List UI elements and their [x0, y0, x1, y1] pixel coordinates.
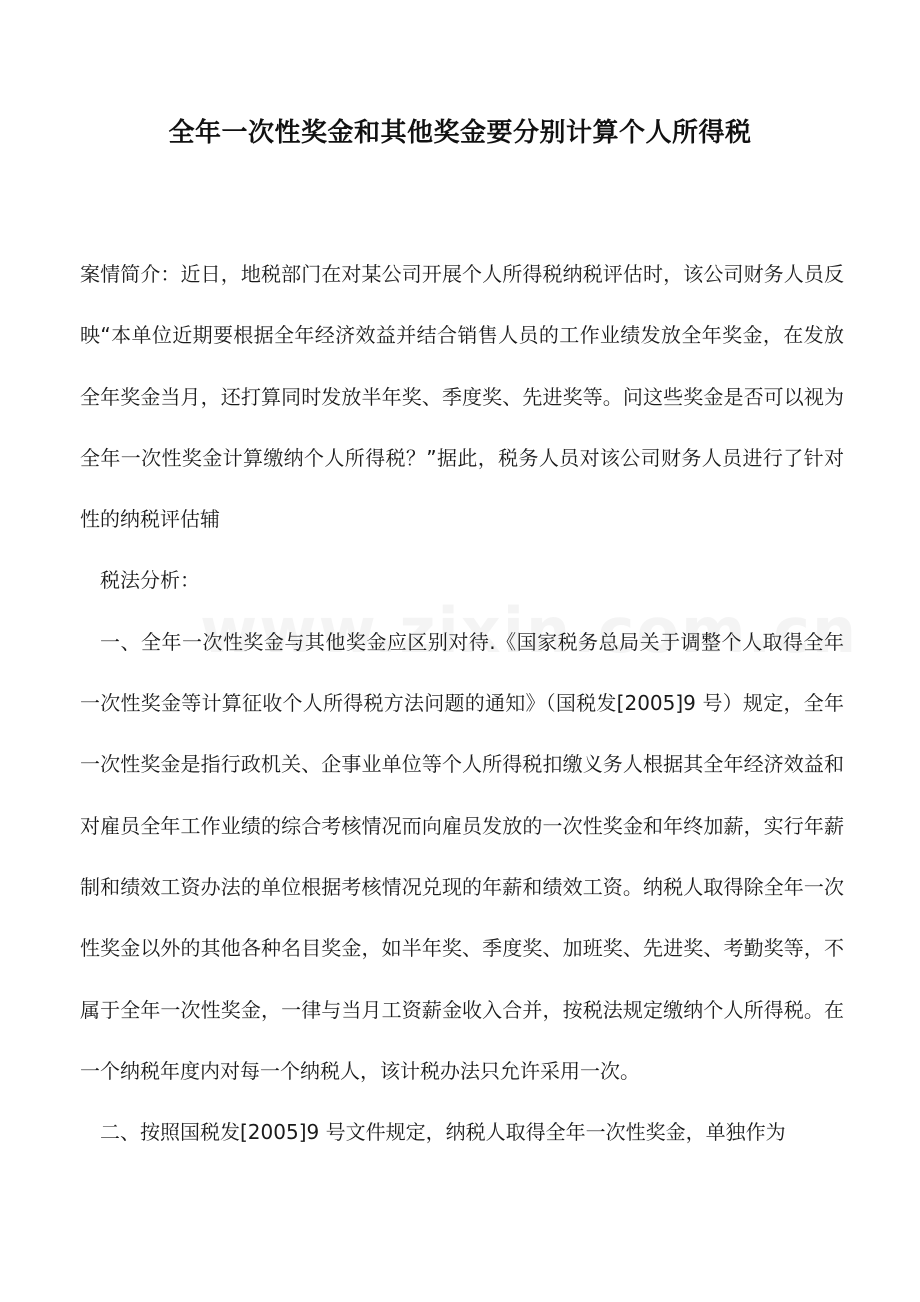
paragraph-section-one: 一、全年一次性奖金与其他奖金应区别对待.《国家税务总局关于调整个人取得全年一次性奖金等计算征收个人所得税方法问题的通知》（国税发[2005]9 号）规定，全年一次性奖金是指行政机关、企事业单位等个人所得税扣缴义务人根据其全年经济效益和对雇员全年工作业绩的综合考核情况而向雇员发放的一次性奖金和年终加薪，实行年薪制和绩效工资办法的单位根据考核情况兑现的年薪和绩效工资。纳税人取得除全年一次性奖金以外的其他各种名目奖金，如半年奖、季度奖、加班奖、先进奖、考勤奖等，不属于全年一次性奖金，一律与当月工资薪金收入合并，按税法规定缴纳个人所得税。在一个纳税年度内对每一个纳税人，该计税办法只允许采用一次。: [80, 629, 844, 1083]
paragraph-section-two: 二、按照国税发[2005]9 号文件规定，纳税人取得全年一次性奖金，单独作为: [100, 1120, 786, 1145]
paragraph-case-intro: 案情简介：近日，地税部门在对某公司开展个人所得税纳税评估时，该公司财务人员反映“本单位近期要根据全年经济效益并结合销售人员的工作业绩发放全年奖金，在发放全年奖金当月，还打算同时发放半年奖、季度奖、先进奖等。问这些奖金是否可以视为全年一次性奖金计算缴纳个人所得税？”据此，税务人员对该公司财务人员进行了针对性的纳税评估辅: [80, 262, 844, 532]
paragraph-tax-analysis-heading: 税法分析：: [100, 568, 200, 593]
document-title: 全年一次性奖金和其他奖金要分别计算个人所得税: [168, 118, 752, 148]
document-body: [80, 244, 844, 1163]
